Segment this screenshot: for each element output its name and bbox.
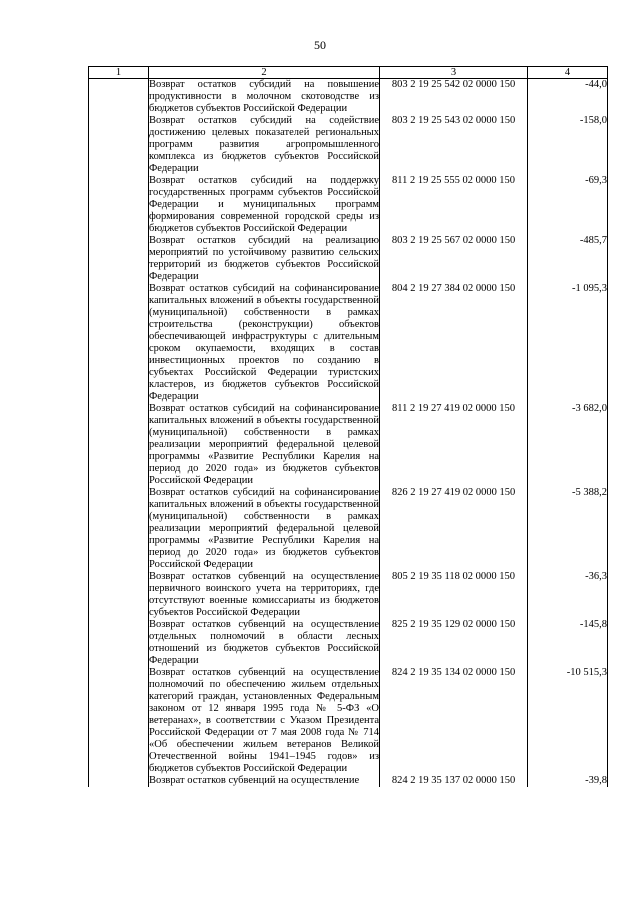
row-code: 803 2 19 25 542 02 0000 150	[380, 79, 528, 116]
row-code: 824 2 19 35 137 02 0000 150	[380, 775, 528, 787]
row-code: 811 2 19 25 555 02 0000 150	[380, 175, 528, 235]
row-code: 803 2 19 25 567 02 0000 150	[380, 235, 528, 283]
row-code: 811 2 19 27 419 02 0000 150	[380, 403, 528, 487]
header-col-2: 2	[149, 67, 380, 79]
row-number-cell	[89, 487, 149, 571]
row-number-cell	[89, 775, 149, 787]
table-row	[89, 571, 608, 619]
table-row	[89, 619, 608, 667]
row-name: Возврат остатков субсидий на повышение продуктивности в молочном скотоводстве из бюджетов субъектов Российской Федерации	[149, 79, 379, 114]
table-row	[89, 487, 608, 571]
row-name: Возврат остатков субсидий на софинансирование капитальных вложений в объекты государственной (муниципальной) собственности в рамках реализации мероприятий федеральной целевой программы «Развитие Республики Карелия на период до 2020 года» из бюджетов субъектов Российской Федерации	[149, 403, 379, 486]
page-number: 50	[314, 38, 326, 52]
row-number-cell	[89, 619, 149, 667]
row-name: Возврат остатков субсидий на софинансирование капитальных вложений в объекты государственной (муниципальной) собственности в рамках реализации мероприятий федеральной целевой программы «Развитие Республики Карелия на период до 2020 года» из бюджетов субъектов Российской Федерации	[149, 487, 379, 570]
row-code: 825 2 19 35 129 02 0000 150	[380, 619, 528, 667]
row-amount: -145,8	[528, 619, 608, 667]
row-amount: -3 682,0	[528, 403, 608, 487]
row-number-cell	[89, 115, 149, 175]
row-number-cell	[89, 283, 149, 403]
header-col-1: 1	[89, 67, 149, 79]
row-number-cell	[89, 571, 149, 619]
row-code: 804 2 19 27 384 02 0000 150	[380, 283, 528, 403]
row-amount: -39,8	[528, 775, 608, 787]
header-col-4: 4	[528, 67, 608, 79]
row-code: 826 2 19 27 419 02 0000 150	[380, 487, 528, 571]
row-number-cell	[89, 403, 149, 487]
row-amount: -485,7	[528, 235, 608, 283]
table-row	[89, 175, 608, 235]
row-amount: -158,0	[528, 115, 608, 175]
table-row	[89, 283, 608, 403]
row-amount: -10 515,3	[528, 667, 608, 775]
row-number-cell	[89, 667, 149, 775]
row-name: Возврат остатков субвенций на осуществление отдельных полномочий в области лесных отношений из бюджетов субъектов Российской Федерации	[149, 619, 379, 666]
row-name: Возврат остатков субвенций на осуществление первичного воинского учета на территориях, где отсутствуют военные комиссариаты из бюджетов субъектов Российской Федерации	[149, 571, 379, 618]
row-amount: -36,3	[528, 571, 608, 619]
row-name: Возврат остатков субвенций на осуществление	[149, 775, 360, 786]
table-row	[89, 667, 608, 775]
row-code: 805 2 19 35 118 02 0000 150	[380, 571, 528, 619]
row-amount: -5 388,2	[528, 487, 608, 571]
row-code: 803 2 19 25 543 02 0000 150	[380, 115, 528, 175]
table-row	[89, 79, 608, 116]
row-name: Возврат остатков субсидий на поддержку государственных программ субъектов Российской Федерации и муниципальных программ формирования современной городской среды из бюджетов субъектов Российской Федерации	[149, 175, 379, 234]
table-row	[89, 235, 608, 283]
header-row	[89, 67, 608, 79]
row-amount: -69,3	[528, 175, 608, 235]
row-amount: -1 095,3	[528, 283, 608, 403]
table-row	[89, 403, 608, 487]
table-row	[89, 115, 608, 175]
row-name: Возврат остатков субсидий на реализацию мероприятий по устойчивому развитию сельских территорий из бюджетов субъектов Российской Федерации	[149, 235, 379, 282]
row-name: Возврат остатков субвенций на осуществление полномочий по обеспечению жильем отдельных категорий граждан, установленных Федеральным законом от 12 января 1995 года № 5-ФЗ «О ветеранах», в соответствии с Указом Президента Российской Федерации от 7 мая 2008 года № 714 «Об обеспечении жильем ветеранов Великой Отечественной войны 1941–1945 годов» из бюджетов субъектов Российской Федерации	[149, 667, 379, 774]
budget-table	[88, 66, 608, 787]
row-name: Возврат остатков субсидий на софинансирование капитальных вложений в объекты государственной (муниципальной) собственности в рамках строительства (реконструкции) объектов обеспечивающей инфраструктуры с длительным сроком окупаемости, входящих в состав инвестиционных проектов по созданию в субъектах Российской Федерации туристских кластеров, из бюджетов субъектов Российской Федерации	[149, 283, 379, 402]
header-col-3: 3	[380, 67, 528, 79]
row-amount: -44,0	[528, 79, 608, 116]
row-number-cell	[89, 175, 149, 235]
row-code: 824 2 19 35 134 02 0000 150	[380, 667, 528, 775]
row-number-cell	[89, 235, 149, 283]
row-name: Возврат остатков субсидий на содействие достижению целевых показателей региональных программ развития агропромышленного комплекса из бюджетов субъектов Российской Федерации	[149, 115, 379, 174]
row-number-cell	[89, 79, 149, 116]
table-row	[89, 775, 608, 787]
